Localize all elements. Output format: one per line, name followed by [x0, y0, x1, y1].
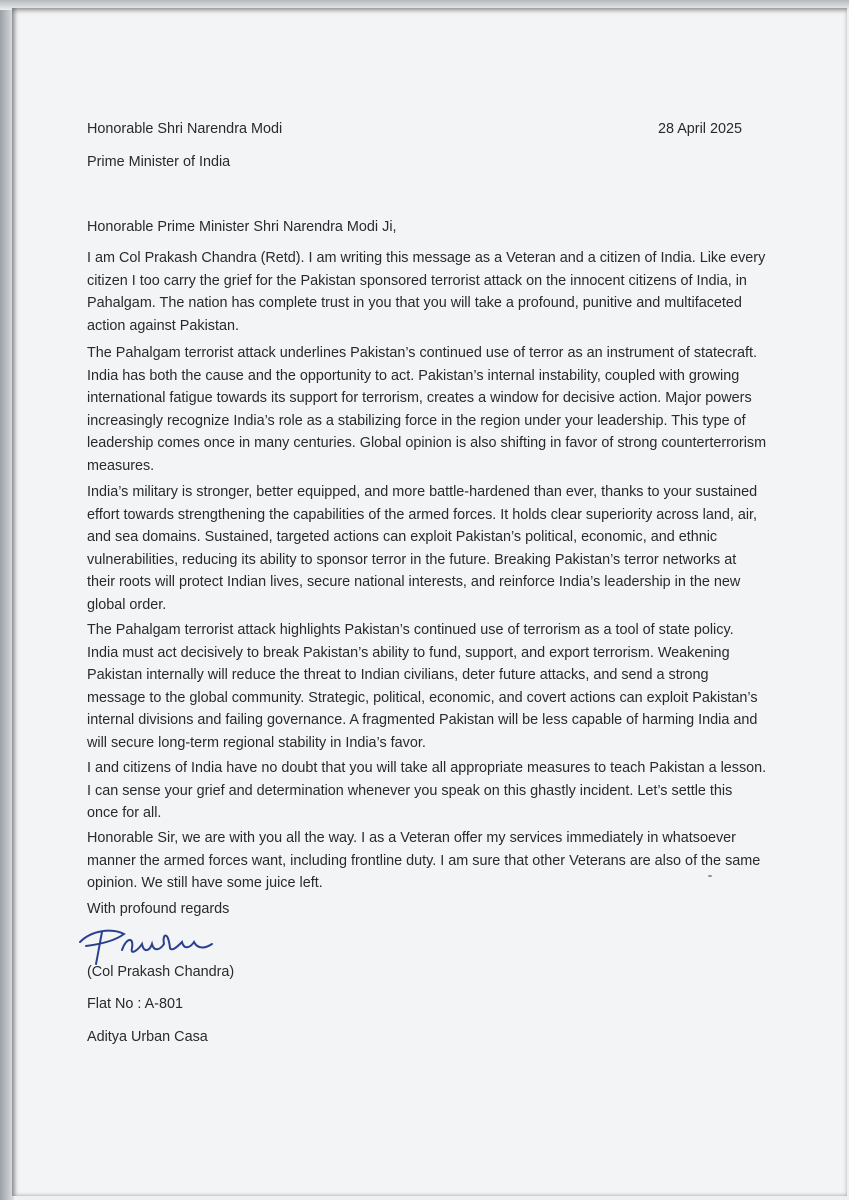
paragraph-2: The Pahalgam terrorist attack underlines Pakistan’s continued use of terror as an instrument of statecraft. India has both the cause and the opportunity to act. Pakistan’s internal instability, coupled with growing international fatigue towards its support for terrorism, creates a window for decisive action. Major powers increasingly recognize India’s role as a stabilizing force in the region under your leadership. This type of leadership comes once in many centuries. Global opinion is also shifting in favor of strong counterterrorism measures.: [87, 345, 767, 474]
signer-name: (Col Prakash Chandra): [87, 964, 235, 980]
paragraph-1: I am Col Prakash Chandra (Retd). I am writing this message as a Veteran and a citizen of India. Like every citizen I too carry the grief for the Pakistan sponsored terrorist attack on the innocent citizens of India, in Pahalgam. The nation has complete trust in you that you will take a profound, punitive and multifaceted action against Pakistan.: [87, 250, 766, 334]
closing: With profound regards: [87, 901, 230, 917]
address-line: Aditya Urban Casa: [87, 1029, 208, 1045]
recipient-name: Honorable Shri Narendra Modi: [87, 121, 283, 137]
scan-speck: [708, 875, 712, 877]
salutation: Honorable Prime Minister Shri Narendra Modi Ji,: [87, 219, 397, 235]
recipient-title: Prime Minister of India: [87, 154, 231, 170]
flat-number: Flat No : A-801: [87, 996, 183, 1012]
letter-date: 28 April 2025: [657, 121, 742, 137]
paragraph-3: India’s military is stronger, better equipped, and more battle-hardened than ever, thanks to your sustained effort towards strengthening the capabilities of the armed forces. It holds clear superiority across land, air, and sea domains. Sustained, targeted actions can exploit Pakistan’s political, economic, and ethnic vulnerabilities, reducing its ability to sponsor terror in the future. Breaking Pakistan’s terror networks at their roots will protect Indian lives, secure national interests, and reinforce India’s leadership in the new global order.: [87, 484, 758, 613]
paragraph-4: The Pahalgam terrorist attack highlights Pakistan’s continued use of terrorism as a tool of state policy. India must act decisively to break Pakistan’s ability to fund, support, and export terrorism. Weakening Pakistan internally will reduce the threat to Indian civilians, deter future attacks, and send a strong message to the global community. Strategic, political, economic, and covert actions can exploit Pakistan’s internal divisions and failing governance. A fragmented Pakistan will be less capable of harming India and will secure long-term regional stability in India’s favor.: [87, 622, 758, 751]
paragraph-6: Honorable Sir, we are with you all the way. I as a Veteran offer my services immediately in whatsoever manner the armed forces want, including frontline duty. I am sure that other Veterans are also of the same opinion. We still have some juice left.: [87, 830, 761, 891]
paragraph-5: I and citizens of India have no doubt that you will take all appropriate measures to teach Pakistan a lesson. I can sense your grief and determination whenever you speak on this ghastly incident. Let’s settle this once for all.: [87, 760, 767, 821]
